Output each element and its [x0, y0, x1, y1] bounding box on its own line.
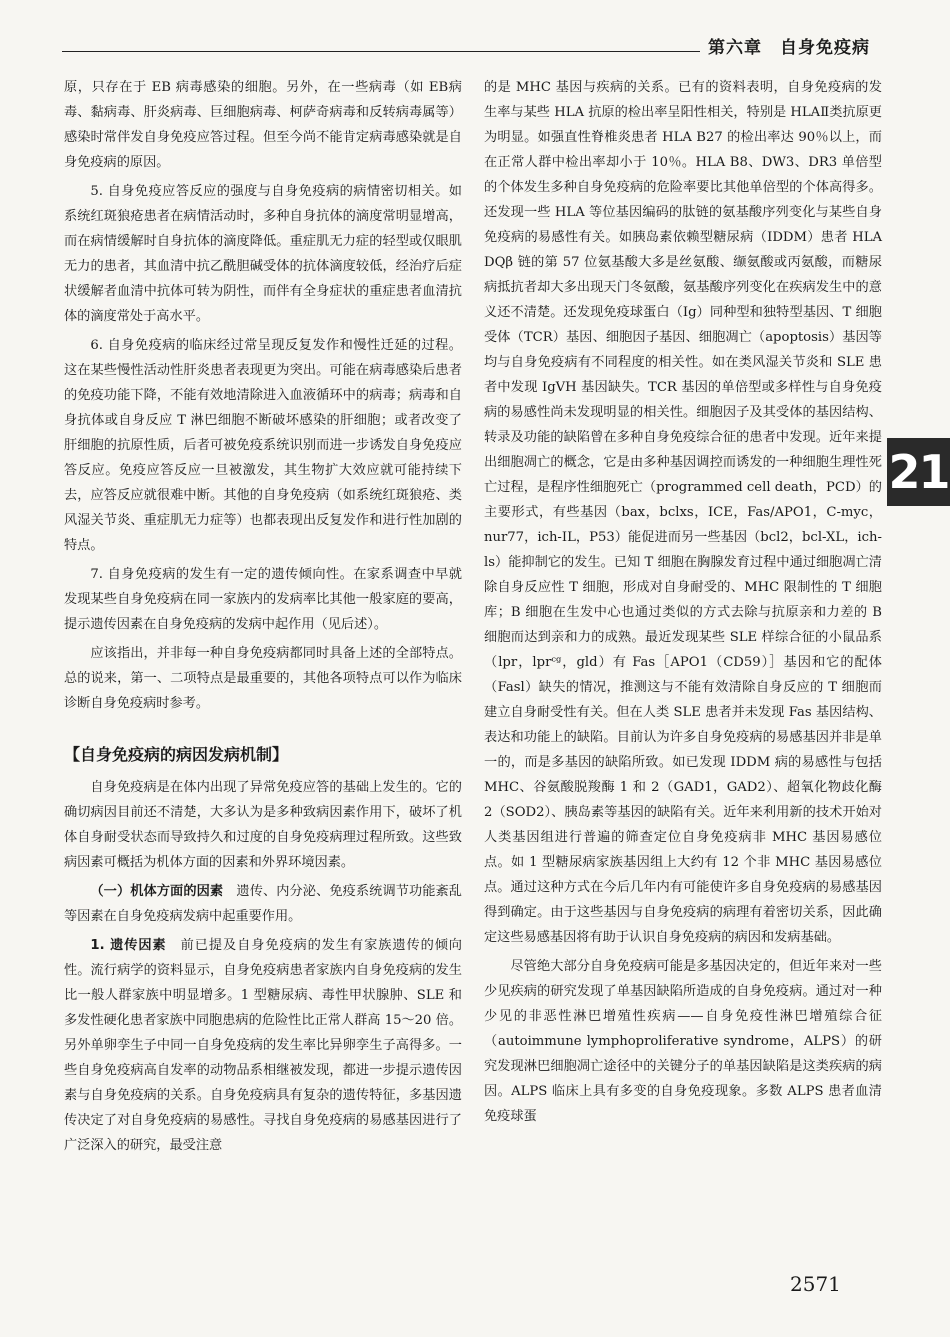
header-rule — [62, 51, 700, 52]
chapter-title: 第六章 自身免疫病 — [708, 38, 870, 58]
paragraph — [64, 933, 462, 1158]
subsection-heading: 1. 遗传因素 — [90, 938, 167, 953]
paragraph: 7. 自身免疫病的发生有一定的遗传倾向性。在家系调查中早就发现某些自身免疫病在同一家族内的发病率比其他一般家庭的要高，提示遗传因素在自身免疫病的发病中起作用（见后述）。 — [64, 567, 462, 632]
section-heading: 【自身免疫病的病因发病机制】 — [64, 745, 289, 764]
paragraph: 自身免疫病是在体内出现了异常免疫应答的基础上发生的。它的确切病因目前还不清楚，大多认为是多种致病因素作用下，破坏了机体自身耐受状态而导致持久和过度的自身免疫病理过程所致。这些致病因素可概括为机体方面的因素和外界环境因素。 — [64, 780, 462, 870]
left-column — [64, 75, 462, 1162]
right-column — [484, 75, 882, 1133]
paragraph-text: 遗传、内分泌、免疫系统调节功能紊乱等因素在自身免疫病发病中起重要作用。 — [64, 884, 462, 924]
paragraph-text: 前已提及自身免疫病的发生有家族遗传的倾向性。流行病学的资料显示，自身免疫病患者家族内自身免疫病的发生比一般人群家族中明显增多。1 型糖尿病、毒性甲状腺肿、SLE 和多发性硬化患者家族中同胞患病的危险性比正常人群高 15～20 倍。另外单卵孪生子中同一自身免疫病的发生率比异卵孪生子高得多。一些自身免疫病高自发率的动物品系相继被发现，都进一步提示遗传因素与自身免疫病的关系。自身免疫病具有复杂的遗传特征，多基因遗传决定了对自身免疫病的易感性。寻找自身免疫病的易感基因进行了广泛深入的研究，最受注意 — [64, 938, 463, 1153]
paragraph: 6. 自身免疫病的临床经过常呈现反复发作和慢性迁延的过程。这在某些慢性活动性肝炎患者表现更为突出。可能在病毒感染后患者的免疫功能下降，不能有效地清除进入血液循环中的病毒；病毒和自身抗体或自身反应 T 淋巴细胞不断破坏感染的肝细胞；或者改变了肝细胞的抗原性质，后者可被免疫系统识别而进一步诱发自身免疫应答反应。免疫应答反应一旦被激发，其生物扩大效应就可能持续下去，应答反应就很难中断。其他的自身免疫病（如系统红斑狼疮、类风湿关节炎、重症肌无力症等）也都表现出反复发作和进行性加剧的特点。 — [64, 338, 462, 553]
paragraph: 原，只存在于 EB 病毒感染的细胞。另外，在一些病毒（如 EB病毒、黏病毒、肝炎病毒、巨细胞病毒、柯萨奇病毒和反转病毒属等）感染时常伴发自身免疫应答过程。但至今尚不能肯定病毒感染就是自身免疫病的原因。 — [64, 80, 462, 170]
chapter-tab: 21 — [887, 438, 950, 506]
paragraph — [64, 879, 462, 929]
paragraph: 尽管绝大部分自身免疫病可能是多基因决定的，但近年来对一些少见疾病的研究发现了单基因缺陷所造成的自身免疫病。通过对一种少见的非恶性淋巴增殖性疾病——自身免疫性淋巴增殖综合征（autoimmune lymphoproliferative syndrome，ALPS）的研究发现淋巴细胞凋亡途径中的关键分子的单基因缺陷是这类疾病的病因。ALPS 临床上具有多变的自身免疫现象。多数 ALPS 患者血清免疫球蛋 — [484, 959, 882, 1124]
page-number: 2571 — [790, 1272, 841, 1296]
running-header — [62, 36, 870, 58]
subsection-heading: （一）机体方面的因素 — [90, 884, 224, 899]
paragraph: 应该指出，并非每一种自身免疫病都同时具备上述的全部特点。总的说来，第一、二项特点是最重要的，其他各项特点可以作为临床诊断自身免疫病时参考。 — [64, 646, 462, 711]
paragraph: 的是 MHC 基因与疾病的关系。已有的资料表明，自身免疫病的发生率与某些 HLA 抗原的检出率呈阳性相关，特别是 HLAⅡ类抗原更为明显。如强直性脊椎炎患者 HLA B27 的检出率达 90％以上，而在正常人群中检出率却小于 10％。HLA B8、DW3、DR3 单倍型的个体发生多种自身免疫病的危险率要比其他单倍型的个体高得多。还发现一些 HLA 等位基因编码的肽链的氨基酸序列变化与某些自身免疫病的易感性有关。如胰岛素依赖型糖尿病（IDDM）患者 HLA DQβ 链的第 57 位氨基酸大多是丝氨酸、缬氨酸或丙氨酸，而糖尿病抵抗者却大多出现天门冬氨酸，氨基酸序列变化在疾病发生中的意义还不清楚。还发现免疫球蛋白（Ig）同种型和独特型基因、T 细胞受体（TCR）基因、细胞因子基因、细胞凋亡（apoptosis）基因等均与自身免疫病有不同程度的相关性。如在类风湿关节炎和 SLE 患者中发现 IgVH 基因缺失。TCR 基因的单倍型或多样性与自身免疫病的易感性尚未发现明显的相关性。细胞因子及其受体的基因结构、转录及功能的缺陷曾在多种自身免疫综合征的患者中发现。近年来提出细胞凋亡的概念，它是由多种基因调控而诱发的一种细胞生理性死亡过程，是程序性细胞死亡（programmed cell death，PCD）的主要形式，有些基因（bax，bclxs，ICE，Fas/APO1，C-myc，nur77，ich-IL，P53）能促进而另一些基因（bcl2，bcl-XL，ich-ls）能抑制它的发生。已知 T 细胞在胸腺发育过程中通过细胞凋亡清除自身反应性 T 细胞，形成对自身耐受的、MHC 限制性的 T 细胞库；B 细胞在生发中心也通过类似的方式去除与抗原亲和力差的 B 细胞而达到亲和力的成熟。最近发现某些 SLE 样综合征的小鼠品系（lpr，lprᶜᵍ，gld）有 Fas［APO1（CD59）］基因和它的配体（Fasl）缺失的情况，推测这与不能有效清除自身反应的 T 细胞而建立自身耐受性有关。但在人类 SLE 患者并未发现 Fas 基因结构、表达和功能上的缺陷。目前认为许多自身免疫病的易感基因并非是单一的，而是多基因的缺陷所致。如已发现 IDDM 病的易感性与包括 MHC、谷氨酸脱羧酶 1 和 2（GAD1，GAD2）、超氧化物歧化酶 2（SOD2）、胰岛素等基因的缺陷有关。近年来利用新的技术开始对人类基因组进行普遍的筛查定位自身免疫病非 MHC 基因易感位点。如 1 型糖尿病家族基因组上大约有 12 个非 MHC 基因易感位点。通过这种方式在今后几年内有可能使许多自身免疫病的易感基因得到确定。由于这些基因与自身免疫病的病理有着密切关系，因此确定这些易感基因将有助于认识自身免疫病的病因和发病基础。 — [484, 80, 882, 945]
paragraph: 5. 自身免疫应答反应的强度与自身免疫病的病情密切相关。如系统红斑狼疮患者在病情活动时，多种自身抗体的滴度常明显增高，而在病情缓解时自身抗体的滴度降低。重症肌无力症的轻型或仅眼肌无力的患者，其血清中抗乙酰胆碱受体的抗体滴度较低，经治疗后症状缓解者血清中抗体可转为阴性，而伴有全身症状的重症患者血清抗体的滴度常处于高水平。 — [64, 184, 462, 324]
